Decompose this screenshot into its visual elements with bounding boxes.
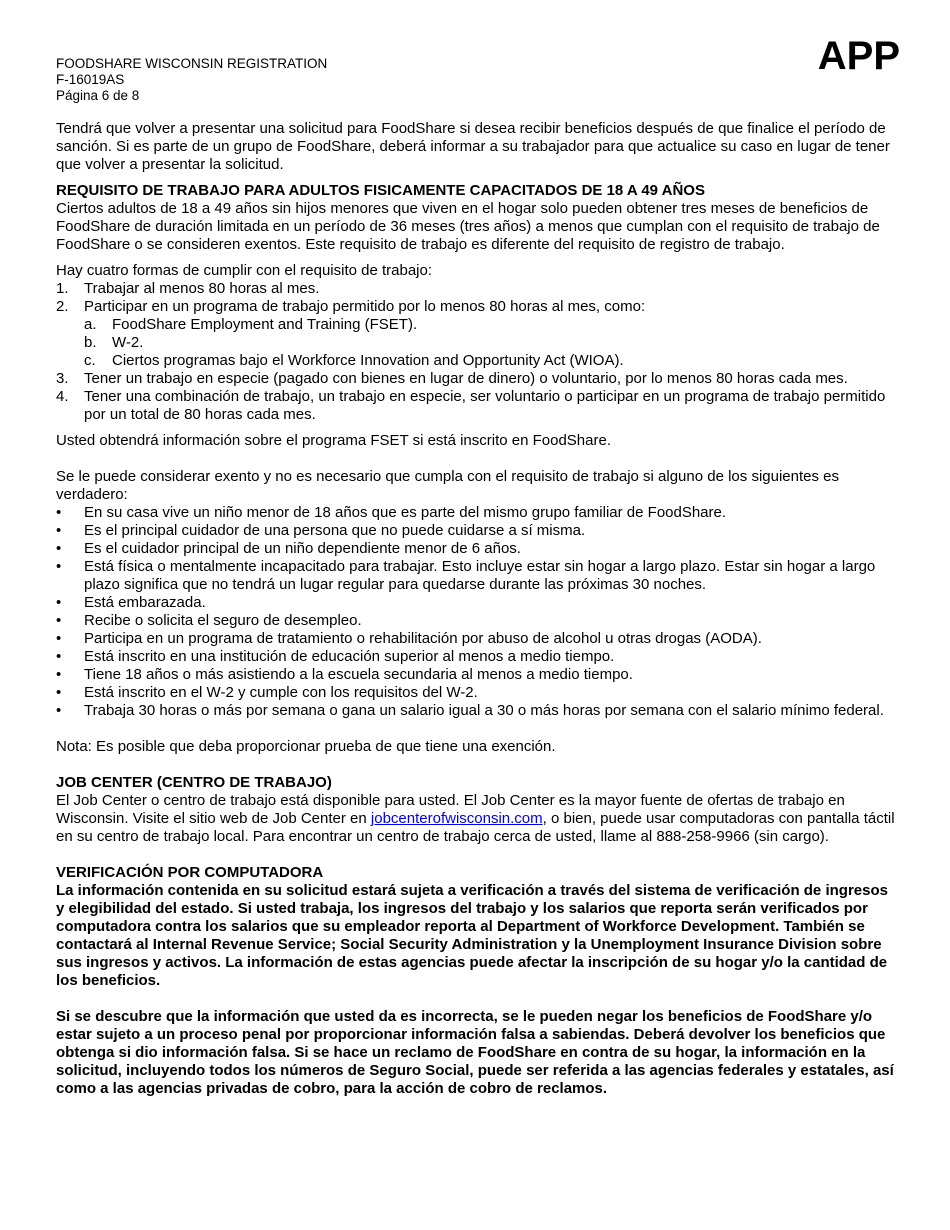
job-center-paragraph: El Job Center o centro de trabajo está disponible para usted. El Job Center es la mayor fuente de ofertas de trabajo en Wisconsin. Visite el sitio web de Job Center en jobcenterofwisconsin.com, o bien, puede usar computadoras con pantalla táctil en su centro de trabajo local. Para encontrar un centro de trabajo cerca de usted, llame al 888-258-9966 (sin cargo).	[56, 792, 895, 845]
form-title: FOODSHARE WISCONSIN REGISTRATION	[56, 56, 328, 71]
job-center-link[interactable]: jobcenterofwisconsin.com	[370, 810, 543, 827]
bullet-icon: •	[56, 684, 62, 701]
bullet-icon: •	[56, 648, 62, 665]
verification-heading: VERIFICACIÓN POR COMPUTADORA	[56, 864, 324, 881]
app-label: APP	[817, 34, 900, 78]
work-requirement-heading: REQUISITO DE TRABAJO PARA ADULTOS FISICAMENTE CAPACITADOS DE 18 A 49 AÑOS	[56, 182, 705, 199]
bullet-item	[56, 684, 898, 702]
list-item: 1. Trabajar al menos 80 horas al mes.	[56, 280, 320, 297]
list-item: 3. Tener un trabajo en especie (pagado con bienes en lugar de dinero) o voluntario, por lo menos 80 horas cada mes.	[56, 370, 848, 387]
bullet-item	[56, 648, 898, 666]
bullet-text: Está inscrito en el W-2 y cumple con los requisitos del W-2.	[84, 684, 478, 701]
list-item: 2. Participar en un programa de trabajo permitido por lo menos 80 horas al mes, como:	[56, 298, 646, 315]
bullet-text: Está embarazada.	[84, 594, 206, 611]
bullet-text: Está física o mentalmente incapacitado para trabajar. Esto incluye estar sin hogar a largo plazo. Estar sin hogar a largo plazo significa que no tendrá un lugar regular para quedarse durante las próximas 30 noches.	[84, 558, 876, 593]
bullet-icon: •	[56, 540, 62, 557]
ways-intro: Hay cuatro formas de cumplir con el requisito de trabajo:	[56, 262, 433, 279]
bullet-icon: •	[56, 504, 62, 521]
bullet-item	[56, 702, 898, 720]
work-requirement-paragraph: Ciertos adultos de 18 a 49 años sin hijos menores que viven en el hogar solo pueden obtener tres meses de beneficios de FoodShare de duración limitada en un período de 36 meses (tres años) a menos que cumplan con el requisito de trabajo de FoodShare o se consideren exentos. Este requisito de trabajo es diferente del requisito de registro de trabajo.	[56, 200, 880, 253]
bullet-text: Recibe o solicita el seguro de desempleo.	[84, 612, 362, 629]
list-item: 4. Tener una combinación de trabajo, un trabajo en especie, ser voluntario o participar en un programa de trabajo permitido por un total de 80 horas cada mes.	[56, 388, 886, 423]
verification-paragraph-1: La información contenida en su solicitud estará sujeta a verificación a través del sistema de verificación de ingresos y elegibilidad del estado. Si usted trabaja, los ingresos del trabajo y los salarios que reporta serán verificados por computadora contra los salarios que su empleador reporta al Department of Workforce Development. También se contactará al Internal Revenue Service; Social Security Administration y la Unemployment Insurance Division sobre sus ingresos y activos. La información de estas agencias puede afectar la inscripción de su hogar y/o la cantidad de los beneficios.	[56, 882, 888, 989]
bullet-text: Trabaja 30 horas o más por semana o gana un salario igual a 30 o más horas por semana con el salario mínimo federal.	[84, 702, 884, 719]
form-number: F-16019AS	[56, 72, 125, 87]
bullet-text: Participa en un programa de tratamiento o rehabilitación por abuso de alcohol u otras drogas (AODA).	[84, 630, 762, 647]
bullet-text: Es el cuidador principal de un niño dependiente menor de 6 años.	[84, 540, 521, 557]
sub-list-item: b. W-2.	[84, 334, 144, 351]
bullet-icon: •	[56, 594, 62, 611]
bullet-text: Tiene 18 años o más asistiendo a la escuela secundaria al menos a medio tiempo.	[84, 666, 633, 683]
bullet-item	[56, 558, 898, 594]
exemption-list	[56, 504, 898, 720]
sub-list-item: c. Ciertos programas bajo el Workforce Innovation and Opportunity Act (WIOA).	[84, 352, 624, 369]
form-header	[56, 56, 327, 104]
bullet-text: Es el principal cuidador de una persona que no puede cuidarse a sí misma.	[84, 522, 586, 539]
intro-paragraph: Tendrá que volver a presentar una solicitud para FoodShare si desea recibir beneficios después de que finalice el período de sanción. Si es parte de un grupo de FoodShare, deberá informar a su trabajador para que actualice su caso en lugar de tener que volver a presentar la solicitud.	[56, 120, 890, 173]
bullet-item	[56, 630, 898, 648]
bullet-icon: •	[56, 612, 62, 629]
bullet-item	[56, 666, 898, 684]
bullet-text: Está inscrito en una institución de educación superior al menos a medio tiempo.	[84, 648, 615, 665]
fset-note: Usted obtendrá información sobre el programa FSET si está inscrito en FoodShare.	[56, 432, 611, 449]
exempt-intro: Se le puede considerar exento y no es necesario que cumpla con el requisito de trabajo si alguno de los siguientes es verdadero:	[56, 468, 839, 503]
bullet-text: En su casa vive un niño menor de 18 años que es parte del mismo grupo familiar de FoodShare.	[84, 504, 727, 521]
bullet-icon: •	[56, 702, 62, 719]
bullet-item	[56, 594, 898, 612]
job-center-heading: JOB CENTER (CENTRO DE TRABAJO)	[56, 774, 332, 791]
bullet-item	[56, 504, 898, 522]
bullet-item	[56, 612, 898, 630]
bullet-icon: •	[56, 666, 62, 683]
bullet-icon: •	[56, 630, 62, 647]
page-indicator: Página 6 de 8	[56, 88, 140, 103]
document-body	[56, 120, 898, 1098]
sub-list-item: a. FoodShare Employment and Training (FSET).	[84, 316, 418, 333]
bullet-icon: •	[56, 522, 62, 539]
bullet-item	[56, 540, 898, 558]
bullet-item	[56, 522, 898, 540]
bullet-icon: •	[56, 558, 62, 575]
verification-paragraph-2: Si se descubre que la información que usted da es incorrecta, se le pueden negar los beneficios de FoodShare y/o estar sujeto a un proceso penal por proporcionar información falsa a sabiendas. Deberá devolver los beneficios que obtenga si dio información falsa. Si se hace un reclamo de FoodShare en contra de su hogar, la información en la solicitud, incluyendo todos los números de Seguro Social, puede ser referida a las agencias federales y estatales, así como a las agencias privadas de cobro, para la acción de cobro de reclamos.	[56, 1008, 894, 1097]
exemption-note: Nota: Es posible que deba proporcionar prueba de que tiene una exención.	[56, 738, 556, 755]
